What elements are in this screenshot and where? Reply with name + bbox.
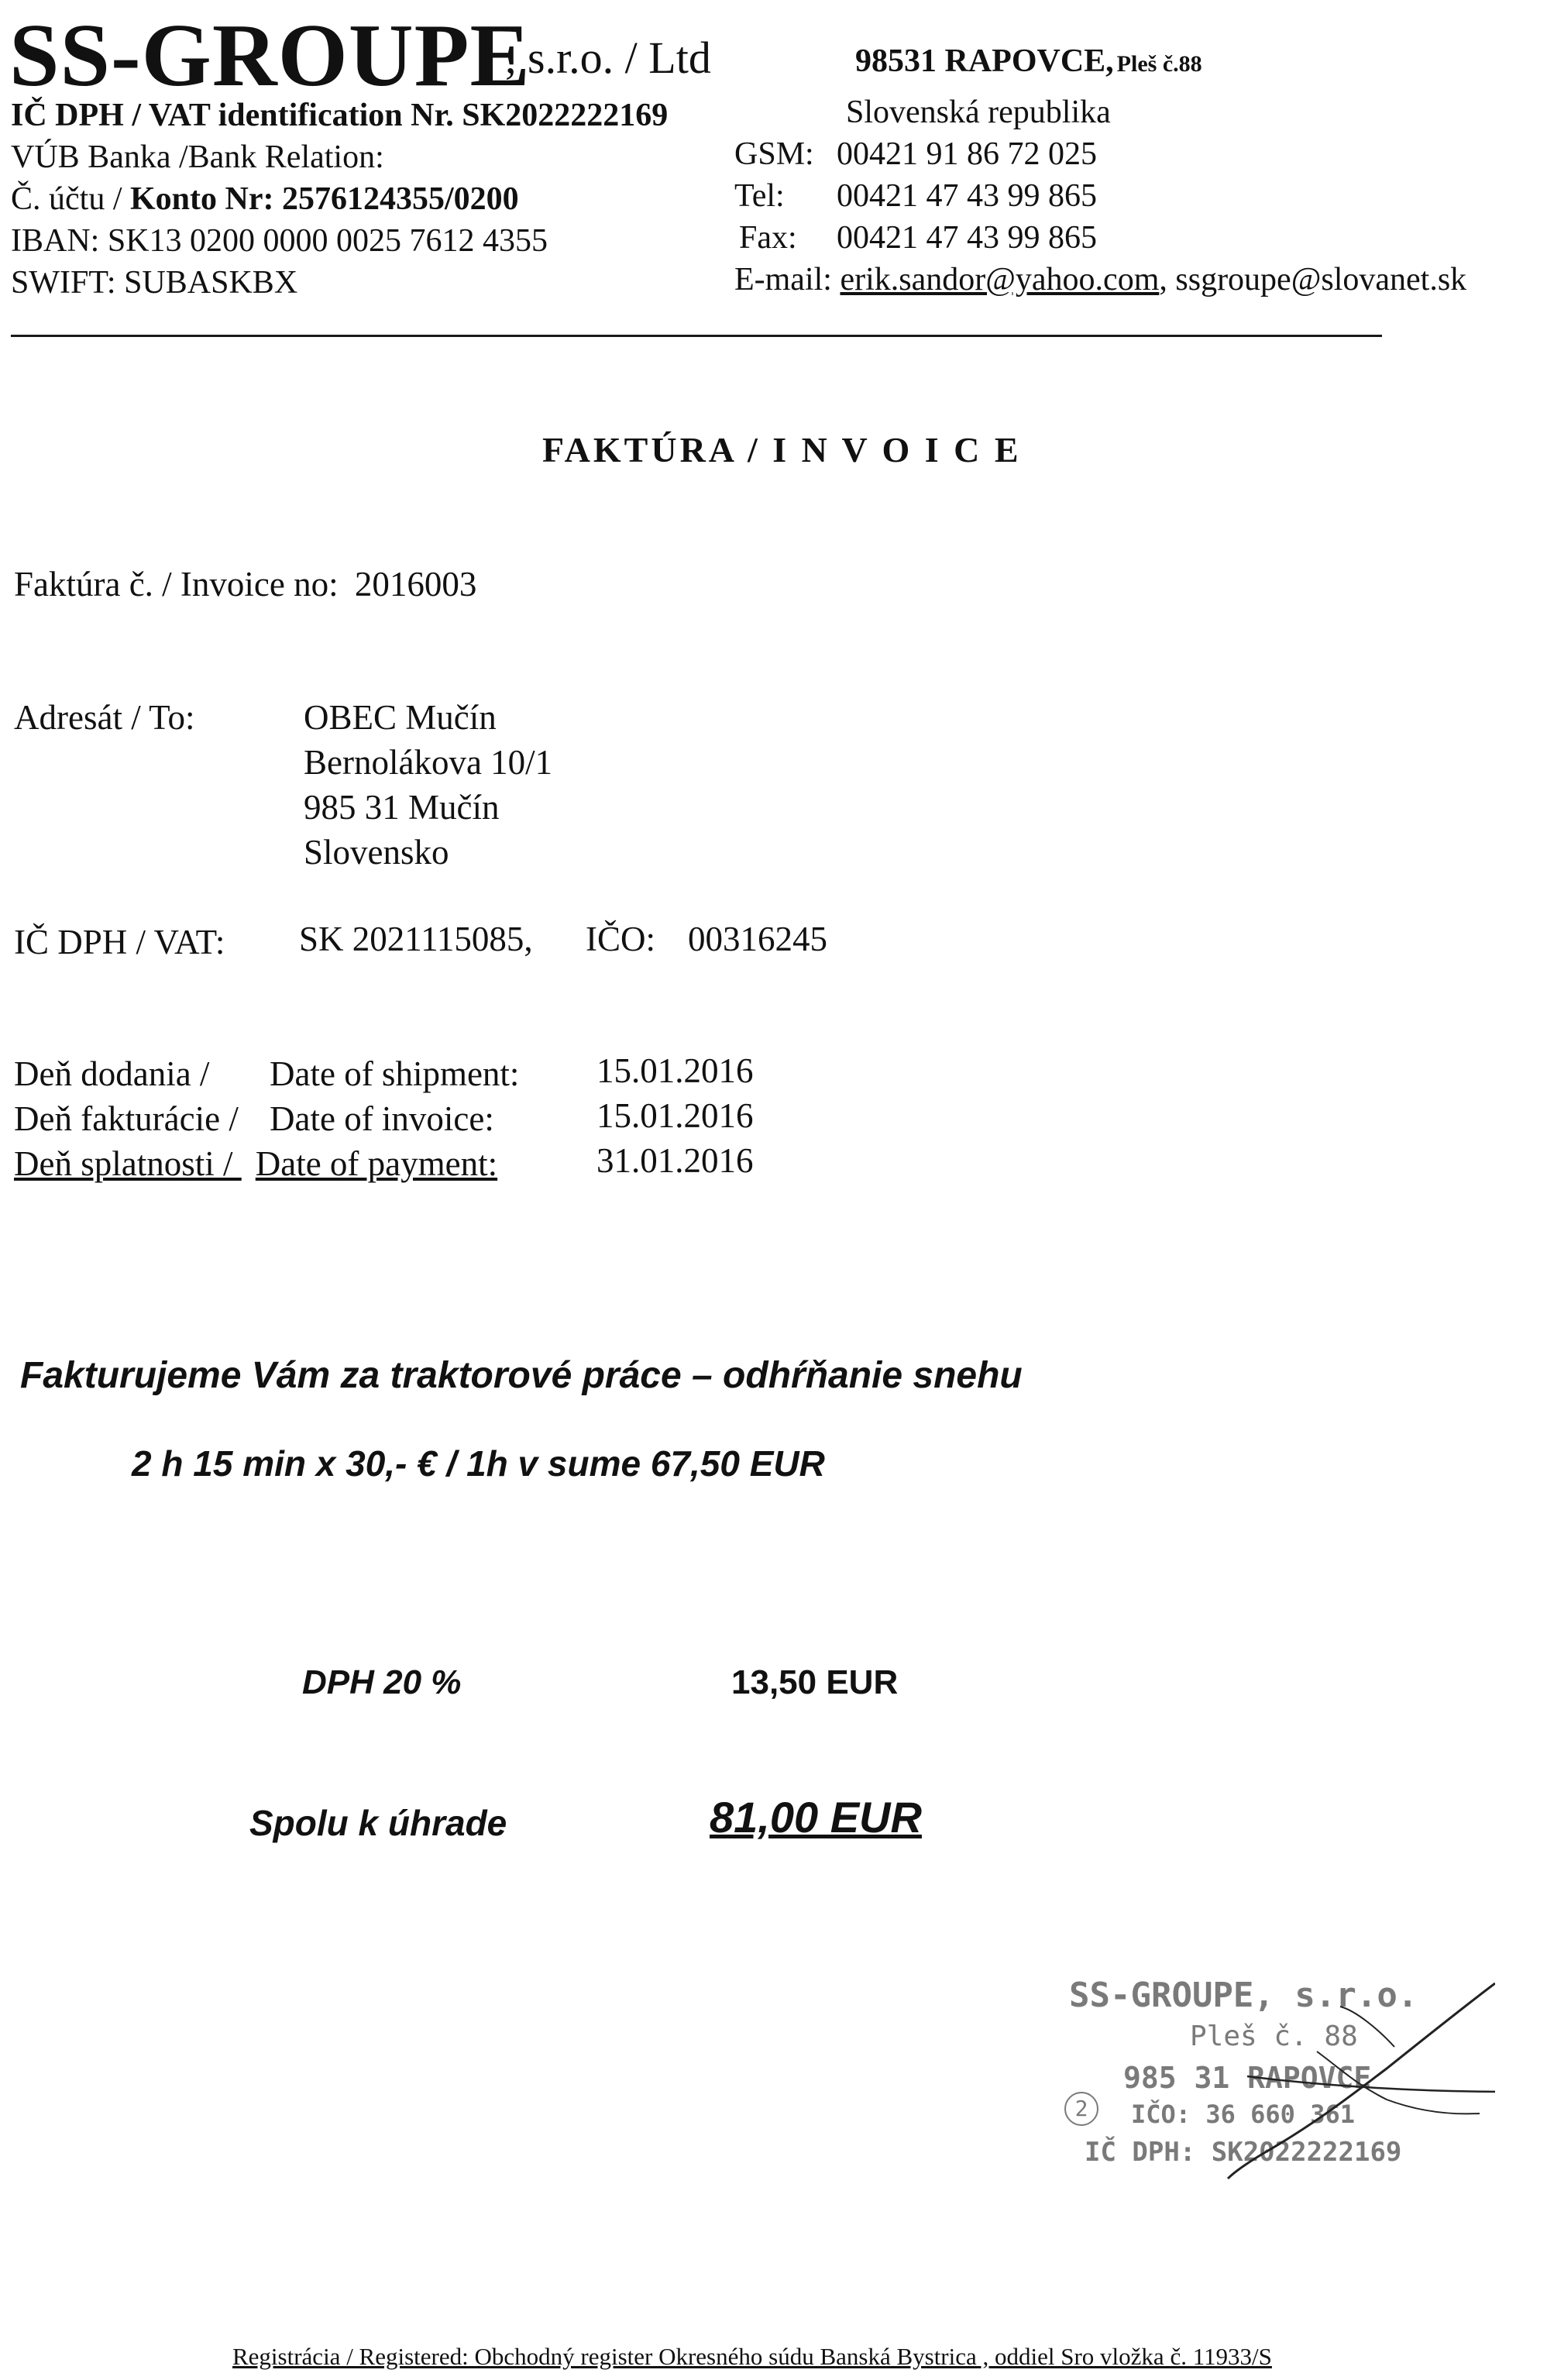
invoice-date-label-en: Date of invoice:	[270, 1099, 494, 1138]
recipient-street: Bernolákova 10/1	[304, 743, 553, 782]
email-line	[734, 263, 1466, 296]
company-country: Slovenská republika	[846, 95, 1111, 130]
company-address-line1	[855, 45, 1202, 77]
recipient-vat-label: IČ DPH / VAT:	[14, 923, 225, 961]
payment-date-value: 31.01.2016	[596, 1141, 754, 1180]
invoice-date-value: 15.01.2016	[596, 1096, 754, 1135]
shipment-date-label-sk: Deň dodania /	[14, 1054, 210, 1093]
iban: IBAN: SK13 0200 0000 0025 7612 4355	[11, 223, 548, 259]
email-link-1[interactable]: erik.sandor@yahoo.com	[840, 262, 1160, 298]
stamp-ico: IČO: 36 660 361	[1131, 2100, 1355, 2129]
document-title: FAKTÚRA / I N V O I C E	[542, 430, 1022, 469]
total-amount: 81,00 EUR	[710, 1793, 922, 1842]
fax-label: Fax:	[739, 220, 797, 256]
recipient-name: OBEC Mučín	[304, 698, 497, 737]
recipient-label: Adresát / To:	[14, 698, 195, 737]
gsm-value: 00421 91 86 72 025	[837, 136, 1097, 172]
stamp-street: Pleš č. 88	[1190, 2021, 1358, 2052]
recipient-country: Slovensko	[304, 833, 449, 872]
company-legal-suffix: , s.r.o. / Ltd	[505, 33, 711, 83]
company-name: SS-GROUPE	[9, 6, 531, 105]
address-street: Pleš č.88	[1116, 51, 1202, 77]
swift: SWIFT: SUBASKBX	[11, 265, 298, 301]
vat-label: IČ DPH / VAT identification	[11, 98, 403, 133]
work-description: Fakturujeme Vám za traktorové práce – odhŕňanie snehu	[20, 1355, 1023, 1396]
recipient-ico-value: 00316245	[688, 920, 827, 958]
email-label: E-mail:	[734, 262, 832, 298]
vat-amount: 13,50 EUR	[731, 1663, 899, 1701]
invoice-number-label: Faktúra č. / Invoice no:	[14, 565, 339, 604]
payment-date-label-sk: Deň splatnosti /	[14, 1144, 233, 1183]
stamp-vat: IČ DPH: SK2022222169	[1085, 2137, 1402, 2168]
email-link-2[interactable]: ssgroupe@slovanet.sk	[1175, 262, 1467, 298]
invoice-date-label-sk: Deň fakturácie /	[14, 1099, 239, 1138]
address-city: 98531 RAPOVCE,	[855, 43, 1114, 79]
payment-date-label	[14, 1144, 498, 1183]
payment-date-label-en: Date of payment:	[255, 1144, 498, 1183]
tel-label: Tel:	[734, 178, 785, 214]
email-separator: ,	[1159, 262, 1167, 298]
account-number-line	[11, 183, 519, 215]
signature	[1061, 1976, 1495, 2208]
company-stamp	[1061, 1976, 1495, 2208]
header-divider	[11, 335, 1382, 337]
shipment-date-value: 15.01.2016	[596, 1051, 754, 1090]
stamp-city: 985 31 RAPOVCE	[1123, 2061, 1372, 2095]
recipient-vat-value: SK 2021115085,	[299, 920, 533, 958]
bank-relation: VÚB Banka /Bank Relation:	[11, 139, 384, 175]
vat-rate-label: DPH 20 %	[302, 1663, 462, 1701]
fax-value: 00421 47 43 99 865	[837, 220, 1097, 256]
recipient-ico-label: IČO:	[586, 920, 655, 958]
invoice-number: 2016003	[354, 565, 477, 604]
invoice-number-line	[14, 567, 476, 602]
tel-value: 00421 47 43 99 865	[837, 178, 1097, 214]
stamp-company-name: SS-GROUPE, s.r.o.	[1069, 1976, 1418, 2015]
total-label: Spolu k úhrade	[249, 1803, 507, 1843]
vat-value: Nr. SK2022222169	[411, 98, 669, 133]
account-label: Č. účtu /	[11, 181, 130, 217]
registration-footer: Registrácia / Registered: Obchodný register Okresného súdu Banská Bystrica , oddiel Sro vložka č. 11933/S	[232, 2343, 1272, 2370]
stamp-circle-number: 2	[1064, 2092, 1098, 2126]
account-value: Konto Nr: 2576124355/0200	[130, 181, 519, 217]
work-calculation: 2 h 15 min x 30,- € / 1h v sume 67,50 EUR	[132, 1443, 825, 1484]
recipient-city: 985 31 Mučín	[304, 788, 500, 827]
shipment-date-label-en: Date of shipment:	[270, 1054, 520, 1093]
company-vat-line	[11, 99, 668, 132]
gsm-label: GSM:	[734, 136, 814, 172]
